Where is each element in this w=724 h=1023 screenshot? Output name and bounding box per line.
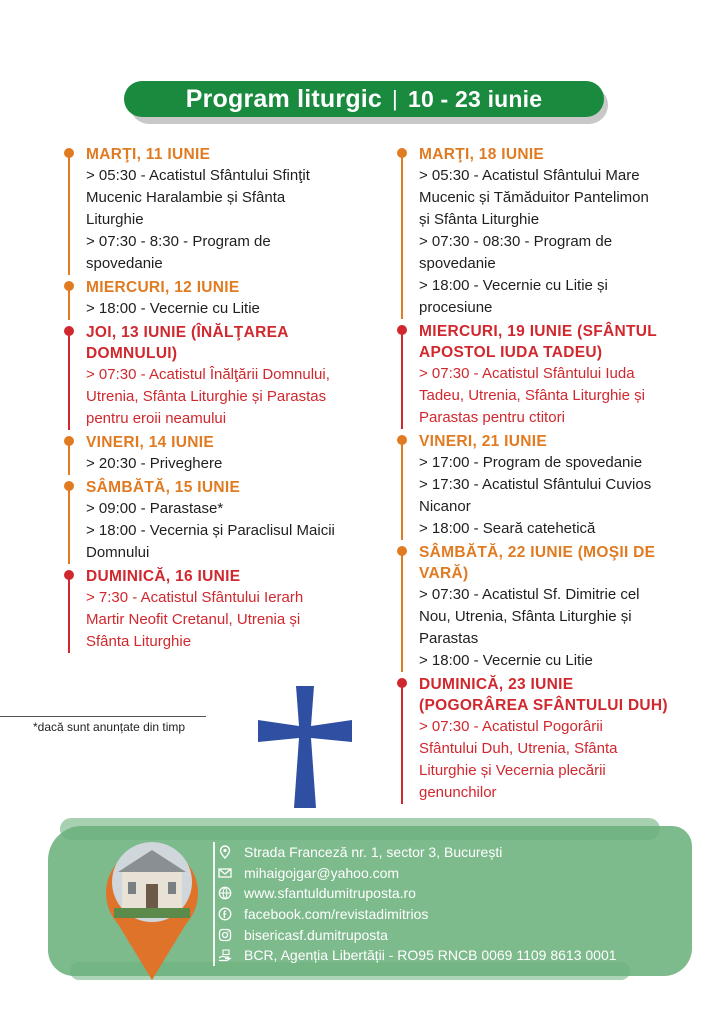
day-heading: VINERI, 14 IUNIE xyxy=(86,434,214,451)
footnote-divider xyxy=(0,716,206,717)
event-line: genunchilor xyxy=(419,784,497,801)
timeline-dot xyxy=(64,281,74,291)
event-line: procesiune xyxy=(419,299,493,316)
contact-list xyxy=(218,842,688,966)
timeline-dot xyxy=(64,148,74,158)
event-line: > 09:00 - Parastase* xyxy=(86,500,224,517)
event-line: Sfânta Liturghie xyxy=(86,633,192,650)
globe-icon xyxy=(218,886,232,900)
timeline-dot xyxy=(397,678,407,688)
event-line: Nou, Utrenia, Sfânta Liturghie și xyxy=(419,608,632,625)
schedule-day xyxy=(62,566,372,653)
timeline-dot xyxy=(397,546,407,556)
contact-divider xyxy=(213,842,215,966)
day-heading: DUMINICĂ, 23 IUNIE xyxy=(419,676,574,693)
schedule-day xyxy=(395,431,685,540)
event-line: Liturghie și Vecernia plecării xyxy=(419,762,606,779)
event-line: > 18:00 - Seară catehetică xyxy=(419,520,596,537)
schedule-day xyxy=(62,277,372,320)
timeline-line xyxy=(401,552,403,672)
bank-hand-icon xyxy=(218,948,232,962)
day-heading: SÂMBĂTĂ, 15 IUNIE xyxy=(86,479,241,496)
timeline-line xyxy=(68,442,70,475)
footnote: *dacă sunt anunțate din timp xyxy=(33,720,186,734)
event-line: > 07:30 - 8:30 - Program de xyxy=(86,233,271,250)
day-heading: DUMINICĂ, 16 IUNIE xyxy=(86,568,241,585)
event-line: Liturghie xyxy=(86,211,144,228)
schedule-day xyxy=(395,321,685,429)
event-line: pentru eroii neamului xyxy=(86,410,227,427)
timeline-line xyxy=(401,684,403,804)
event-line: > 07:30 - Acatistul Înălţării Domnului, xyxy=(86,366,330,383)
timeline-line xyxy=(68,287,70,320)
contact-row xyxy=(218,945,688,966)
title-text: Program liturgic xyxy=(185,84,383,113)
timeline-dot xyxy=(397,435,407,445)
schedule-day xyxy=(62,144,372,275)
title-date-range: 10 - 23 iunie xyxy=(407,85,543,112)
event-line: > 05:30 - Acatistul Sfântului Mare xyxy=(419,167,640,184)
schedule-day xyxy=(395,674,685,804)
event-line: > 17:30 - Acatistul Sfântului Cuvios xyxy=(419,476,652,493)
timeline-line xyxy=(401,331,403,429)
schedule-day xyxy=(62,432,372,475)
cross-icon xyxy=(258,686,352,808)
event-line: Parastas pentru ctitori xyxy=(419,409,565,426)
event-line: > 20:30 - Priveghere xyxy=(86,455,223,472)
event-line: Domnului xyxy=(86,544,150,561)
event-line: și Sfânta Liturghie xyxy=(419,211,540,228)
day-heading: JOI, 13 IUNIE (ÎNĂLŢAREA xyxy=(86,324,289,341)
contact-text: mihaigojgar@yahoo.com xyxy=(244,864,400,881)
timeline-dot xyxy=(397,325,407,335)
instagram-icon xyxy=(218,928,232,942)
schedule-day xyxy=(62,477,372,564)
day-heading: VINERI, 21 IUNIE xyxy=(419,433,547,450)
contact-row xyxy=(218,924,688,945)
church-location-pin xyxy=(100,832,204,980)
day-heading: MARŢI, 18 IUNIE xyxy=(419,146,545,163)
event-line: > 18:00 - Vecernie cu Litie și xyxy=(419,277,608,294)
timeline-line xyxy=(68,487,70,564)
title-separator: | xyxy=(392,86,398,111)
contact-row xyxy=(218,904,688,925)
day-heading: MARŢI, 11 IUNIE xyxy=(86,146,211,163)
event-line: > 18:00 - Vecernie cu Litie xyxy=(419,652,593,669)
day-heading: SÂMBĂTĂ, 22 IUNIE (MOŞII DE xyxy=(419,544,656,561)
event-line: > 18:00 - Vecernia și Paraclisul Maicii xyxy=(86,522,335,539)
day-heading-continued: VARĂ) xyxy=(419,565,469,582)
facebook-icon xyxy=(218,907,232,921)
day-heading: MIERCURI, 19 IUNIE (SFÂNTUL xyxy=(419,323,658,340)
event-line: Mucenic Haralambie și Sfânta xyxy=(86,189,286,206)
schedule-day xyxy=(62,322,372,430)
day-heading: MIERCURI, 12 IUNIE xyxy=(86,279,240,296)
event-line: > 7:30 - Acatistul Sfântului Ierarh xyxy=(86,589,304,606)
event-line: spovedanie xyxy=(419,255,496,272)
schedule-right-column xyxy=(395,144,685,806)
event-line: Parastas xyxy=(419,630,479,647)
day-heading-continued: APOSTOL IUDA TADEU) xyxy=(419,344,603,361)
event-line: spovedanie xyxy=(86,255,163,272)
event-line: > 07:30 - Acatistul Sfântului Iuda xyxy=(419,365,635,382)
timeline-line xyxy=(401,441,403,540)
timeline-line xyxy=(401,154,403,319)
contact-row xyxy=(218,842,688,863)
contact-row xyxy=(218,863,688,884)
schedule-day xyxy=(395,542,685,672)
contact-text: facebook.com/revistadimitrios xyxy=(244,906,429,923)
timeline-dot xyxy=(64,481,74,491)
event-line: > 07:30 - Acatistul Sf. Dimitrie cel xyxy=(419,586,640,603)
contact-text: bisericasf.dumitruposta xyxy=(244,926,388,943)
event-line: > 05:30 - Acatistul Sfântului Sfinţit xyxy=(86,167,310,184)
schedule-left-column xyxy=(62,144,372,655)
contact-text: BCR, Agenția Libertății - RO95 RNCB 0069 1109 8613 0001 xyxy=(244,947,617,964)
day-heading-continued: DOMNULUI) xyxy=(86,345,178,362)
timeline-dot xyxy=(64,436,74,446)
location-pin-icon xyxy=(218,845,232,859)
event-line: Utrenia, Sfânta Liturghie și Parastas xyxy=(86,388,327,405)
envelope-icon xyxy=(218,866,232,880)
timeline-line xyxy=(68,154,70,275)
event-line: > 07:30 - 08:30 - Program de xyxy=(419,233,613,250)
page-title xyxy=(124,81,604,117)
event-line: > 17:00 - Program de spovedanie xyxy=(419,454,643,471)
timeline-line xyxy=(68,576,70,653)
event-line: > 18:00 - Vecernie cu Litie xyxy=(86,300,260,317)
event-line: > 07:30 - Acatistul Pogorârii xyxy=(419,718,603,735)
event-line: Tadeu, Utrenia, Sfânta Liturghie și xyxy=(419,387,645,404)
timeline-dot xyxy=(64,326,74,336)
timeline-dot xyxy=(64,570,74,580)
timeline-dot xyxy=(397,148,407,158)
day-heading-continued: (POGORÂREA SFÂNTULUI DUH) xyxy=(419,697,668,714)
event-line: Sfântului Duh, Utrenia, Sfânta xyxy=(419,740,618,757)
timeline-line xyxy=(68,332,70,430)
schedule-day xyxy=(395,144,685,319)
event-line: Martir Neofit Cretanul, Utrenia și xyxy=(86,611,301,628)
contact-row xyxy=(218,883,688,904)
event-line: Nicanor xyxy=(419,498,471,515)
contact-text: www.sfantuldumitruposta.ro xyxy=(244,885,416,902)
event-line: Mucenic și Tămăduitor Pantelimon xyxy=(419,189,649,206)
contact-text: Strada Franceză nr. 1, sector 3, București xyxy=(244,844,503,861)
